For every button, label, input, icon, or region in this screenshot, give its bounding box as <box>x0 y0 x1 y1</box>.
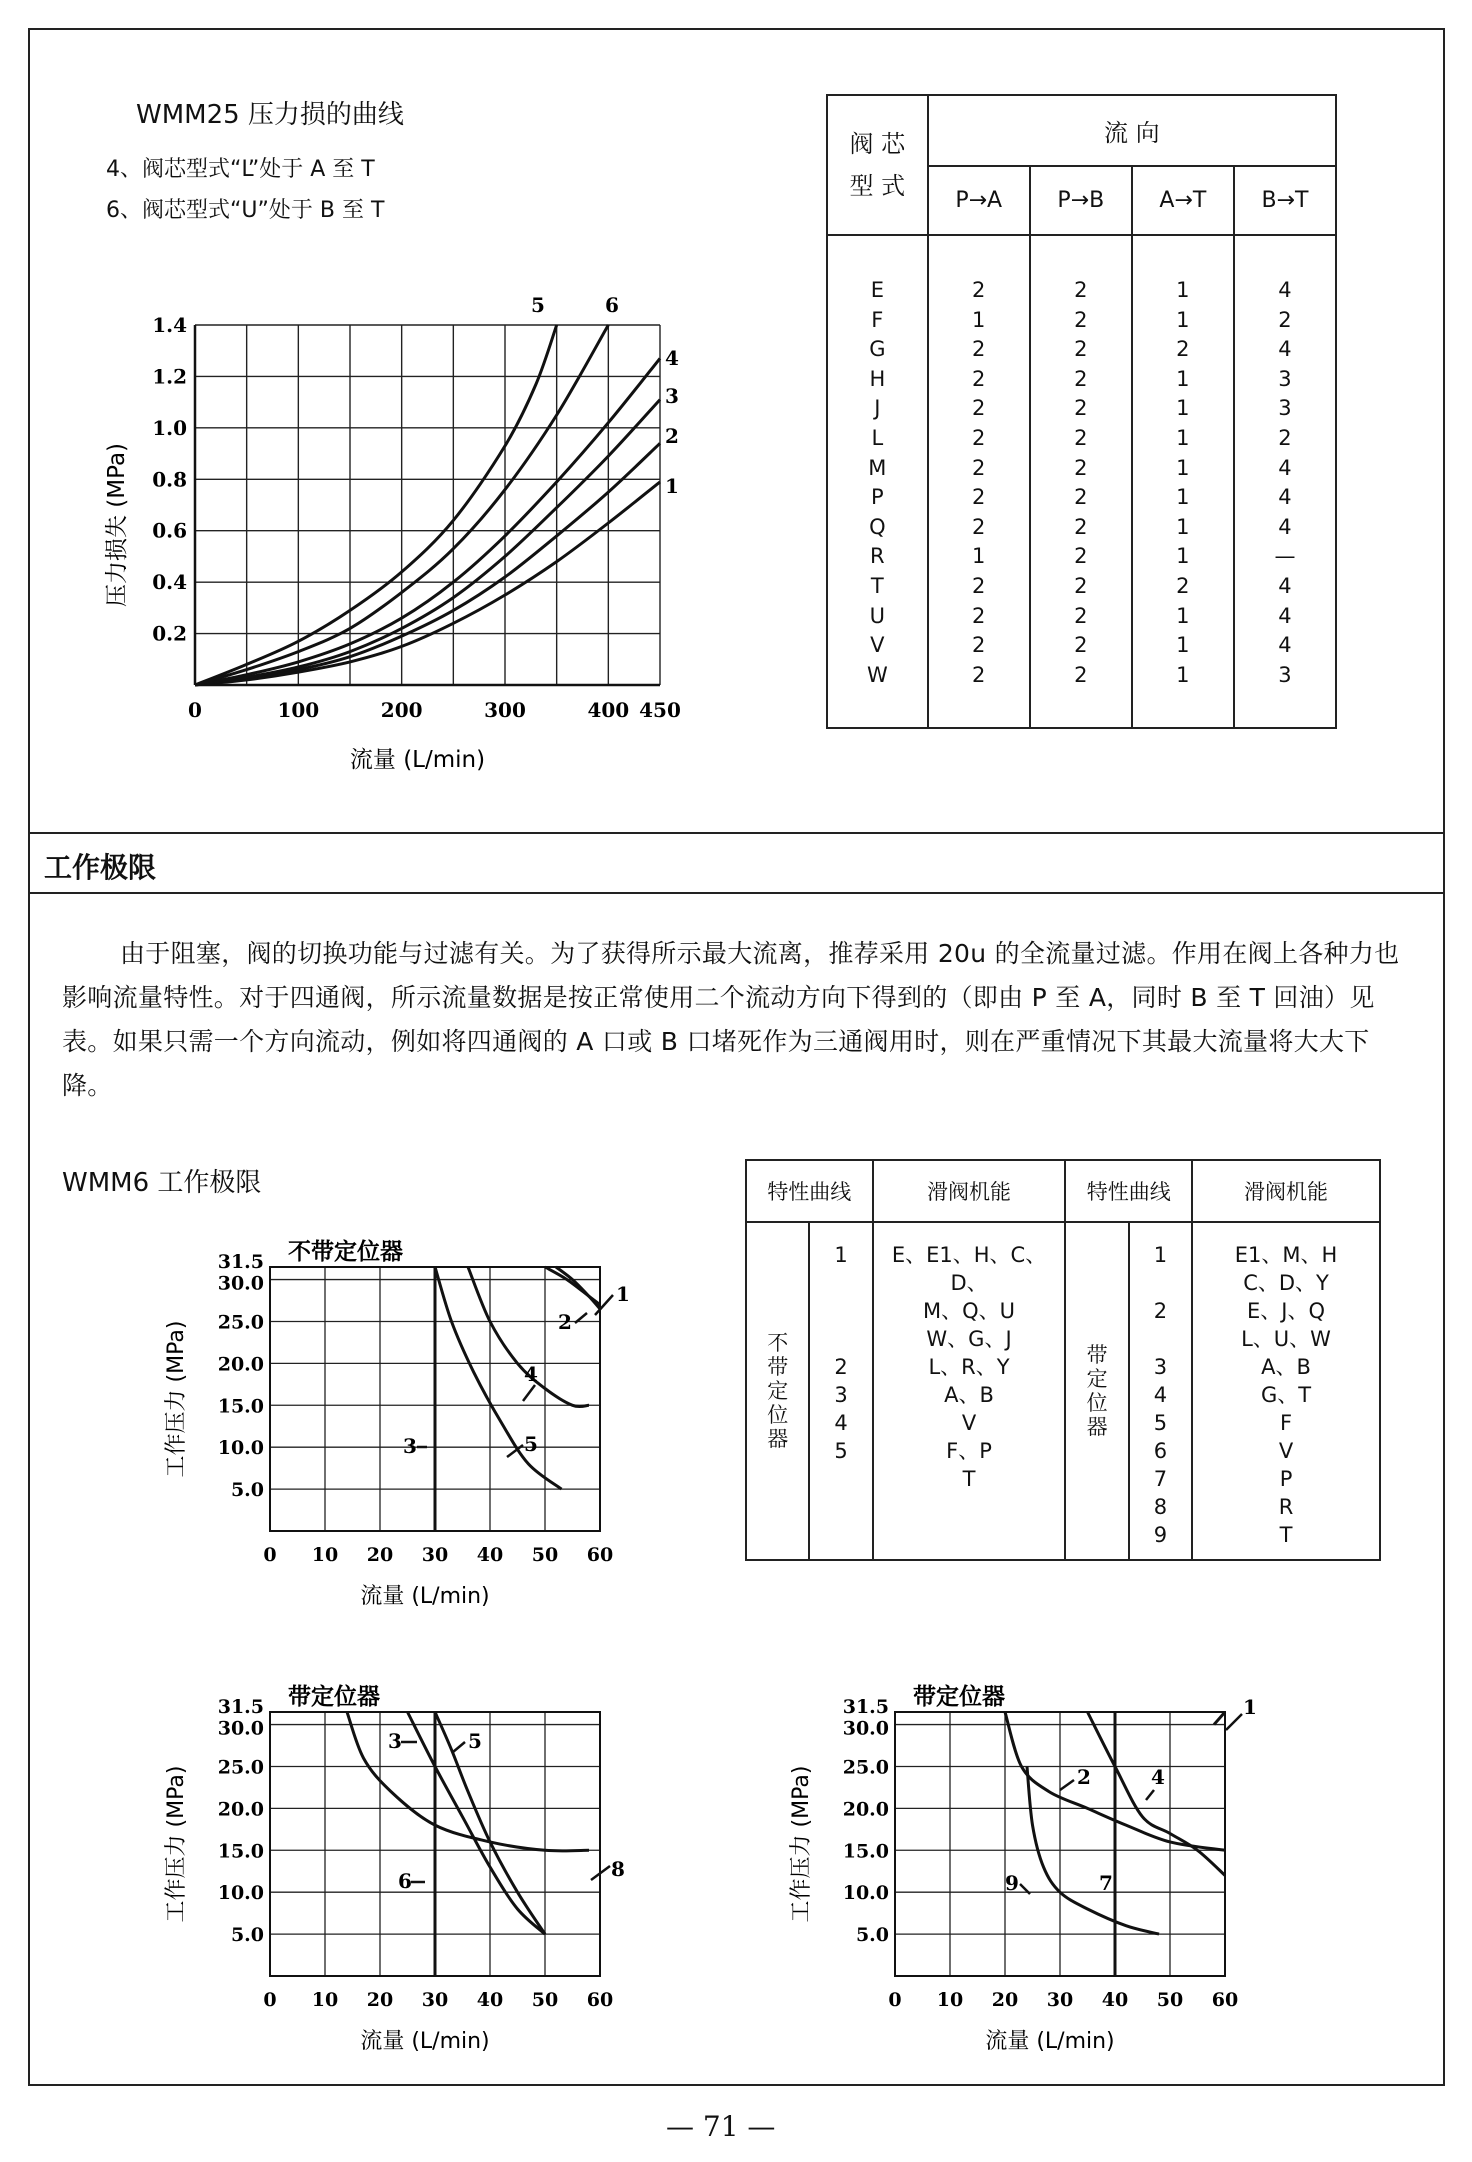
x-tick-label: 50 <box>531 1544 559 1566</box>
x-tick-label: 50 <box>531 1989 559 2011</box>
spool-type-4: J <box>874 396 881 421</box>
group-label-char: 带 <box>1086 1343 1108 1367</box>
y-tick-label: 31.5 <box>217 1696 264 1718</box>
x-tick-label: 200 <box>380 698 423 722</box>
x-tick-label: 30 <box>421 1544 449 1566</box>
value-at-13: 1 <box>1176 662 1190 687</box>
chart-grid <box>195 325 660 685</box>
x-tick-label: 40 <box>476 1989 504 2011</box>
value-pa-3: 2 <box>972 366 986 391</box>
value-bt-4: 3 <box>1278 396 1292 421</box>
series-label-2: 2 <box>1077 1765 1091 1789</box>
curve-number: 4 <box>834 1411 848 1435</box>
x-tick-label: 0 <box>263 1989 277 2011</box>
y-tick-label: 0.6 <box>152 518 187 543</box>
spool-type-11: U <box>869 603 886 628</box>
spool-function: A、B <box>944 1383 994 1407</box>
value-bt-0: 4 <box>1278 278 1292 302</box>
chart-title-wmm25: WMM25 压力损的曲线 <box>136 100 404 130</box>
curve-number: 5 <box>834 1439 848 1463</box>
y-tick-label: 0.8 <box>152 467 187 492</box>
value-at-1: 1 <box>1176 307 1190 332</box>
spool-function: C、D、Y <box>1243 1271 1329 1295</box>
spool-function: R <box>1278 1495 1294 1519</box>
group-label-char: 定 <box>1086 1367 1108 1391</box>
col-header-bt: B→T <box>1234 166 1336 235</box>
spool-type-header <box>827 95 928 235</box>
series-label-1: 1 <box>665 474 679 498</box>
value-pb-10: 2 <box>1074 573 1088 598</box>
series-label-5: 5 <box>531 293 545 317</box>
group-with-positioner <box>1065 1222 1128 1560</box>
spool-header-line1: 阀 芯 <box>849 130 906 158</box>
spool-type-8: Q <box>869 514 886 539</box>
flow-direction-table <box>826 94 1337 729</box>
y-tick-label: 5.0 <box>855 1924 889 1947</box>
leader-5 <box>453 1742 465 1752</box>
x-tick-label: 10 <box>311 1989 339 2011</box>
series-label-4: 4 <box>665 346 679 370</box>
y-axis-label: 工作压力 (MPa) <box>789 1765 814 1923</box>
y-tick-label: 10.0 <box>217 1882 264 1905</box>
group1-curves <box>809 1222 872 1560</box>
value-pb-0: 2 <box>1074 278 1088 302</box>
series-label-8: 8 <box>611 1857 625 1881</box>
spool-function: W、G、J <box>926 1327 1012 1351</box>
spool-function: F <box>1279 1411 1293 1435</box>
spool-type-12: V <box>870 633 885 658</box>
col-types <box>827 235 928 728</box>
chart-title: 带定位器 <box>913 1684 1005 1710</box>
chart-series <box>195 325 660 685</box>
y-tick-label: 31.5 <box>842 1696 889 1718</box>
y-tick-label: 1.0 <box>152 415 187 440</box>
x-tick-label: 60 <box>586 1544 614 1566</box>
col-at <box>1132 235 1234 728</box>
x-axis-label: 流量 (L/min) <box>360 2029 490 2054</box>
curve-number: 8 <box>1153 1495 1168 1519</box>
limit-h-func-1: 滑阀机能 <box>873 1160 1066 1222</box>
value-pb-5: 2 <box>1074 425 1088 450</box>
value-at-0: 1 <box>1176 278 1190 302</box>
x-tick-label: 10 <box>311 1544 339 1566</box>
divider-header <box>28 892 1445 894</box>
value-pa-6: 2 <box>972 455 986 480</box>
col-header-at: A→T <box>1132 166 1234 235</box>
x-tick-label: 30 <box>1046 1989 1074 2011</box>
value-pb-2: 2 <box>1074 337 1088 362</box>
limit-h-func-2: 滑阀机能 <box>1192 1160 1380 1222</box>
x-tick-label: 20 <box>366 1989 394 2011</box>
value-pa-13: 2 <box>972 662 986 687</box>
value-pb-9: 2 <box>1074 544 1088 569</box>
value-bt-5: 2 <box>1278 425 1292 450</box>
value-pb-1: 2 <box>1074 307 1088 332</box>
y-tick-label: 10.0 <box>842 1882 889 1905</box>
series-label-3: 3 <box>388 1729 402 1753</box>
limit-h-curve-2: 特性曲线 <box>1065 1160 1192 1222</box>
value-bt-11: 4 <box>1278 603 1292 628</box>
value-pb-4: 2 <box>1074 396 1088 421</box>
curve-number: 1 <box>834 1243 848 1267</box>
value-pa-9: 1 <box>972 544 986 569</box>
divider-top <box>28 832 1445 834</box>
y-tick-label: 20.0 <box>842 1798 889 1821</box>
value-at-9: 1 <box>1176 544 1190 569</box>
value-at-11: 1 <box>1176 603 1190 628</box>
value-at-5: 1 <box>1176 425 1190 450</box>
series-label-3: 3 <box>665 384 679 408</box>
group2-funcs <box>1192 1222 1380 1560</box>
series-label-6: 6 <box>605 293 619 317</box>
spool-function: F、P <box>946 1439 992 1463</box>
spool-function: P <box>1279 1467 1293 1491</box>
curve-number: 2 <box>834 1355 848 1379</box>
series-label-6: 6 <box>398 1869 412 1893</box>
value-pb-12: 2 <box>1074 633 1088 658</box>
spool-type-0: E <box>870 278 884 302</box>
y-tick-label: 5.0 <box>230 1479 264 1502</box>
leader-1 <box>1226 1714 1242 1730</box>
series-label-5: 5 <box>524 1432 538 1456</box>
col-bt <box>1234 235 1336 728</box>
x-axis-label: 流量 (L/min) <box>360 1584 490 1609</box>
curve-number: 4 <box>1153 1383 1168 1407</box>
spool-function: A、B <box>1261 1355 1311 1379</box>
value-bt-13: 3 <box>1278 662 1292 687</box>
group-label-char: 不 <box>767 1331 789 1355</box>
x-axis-label: 流量 (L/min) <box>985 2029 1115 2054</box>
spool-function: L、U、W <box>1241 1327 1331 1351</box>
no-positioner-chart <box>155 1235 675 1615</box>
y-tick-label: 30.0 <box>842 1717 889 1740</box>
x-tick-label: 10 <box>936 1989 964 2011</box>
limit-h-curve-1: 特性曲线 <box>746 1160 873 1222</box>
value-at-6: 1 <box>1176 455 1190 480</box>
value-pa-12: 2 <box>972 633 986 658</box>
y-tick-label: 30.0 <box>217 1717 264 1740</box>
x-axis-label: 流量 (L/min) <box>349 747 486 773</box>
spool-type-2: G <box>869 337 886 362</box>
curve-number: 7 <box>1153 1467 1168 1491</box>
value-at-7: 1 <box>1176 485 1190 510</box>
y-tick-label: 0.2 <box>152 621 187 646</box>
y-axis-label: 工作压力 (MPa) <box>164 1320 189 1478</box>
curve-number: 1 <box>1153 1243 1168 1267</box>
spool-type-9: R <box>870 544 885 569</box>
y-tick-label: 10.0 <box>217 1437 264 1460</box>
x-tick-label: 40 <box>476 1544 504 1566</box>
leader-4 <box>1146 1790 1154 1800</box>
y-tick-label: 0.4 <box>152 570 187 595</box>
spool-type-3: H <box>869 366 886 391</box>
value-pa-1: 1 <box>972 307 986 332</box>
y-tick-label: 25.0 <box>217 1756 264 1779</box>
spool-function: V <box>961 1411 977 1435</box>
spool-function: L、R、Y <box>928 1355 1010 1379</box>
spool-header-line2: 型 式 <box>849 172 906 200</box>
value-pa-2: 2 <box>972 337 986 362</box>
series-label-7: 7 <box>1099 1871 1113 1895</box>
curve-number: 2 <box>1153 1299 1168 1323</box>
value-pa-5: 2 <box>972 425 986 450</box>
spool-type-10: T <box>870 573 884 598</box>
curve-number: 3 <box>1153 1355 1168 1379</box>
x-tick-label: 300 <box>484 698 526 722</box>
value-bt-9: — <box>1274 544 1296 569</box>
y-tick-label: 1.4 <box>152 313 187 337</box>
y-tick-label: 25.0 <box>842 1756 889 1779</box>
curve-number: 3 <box>834 1383 848 1407</box>
flow-direction-header: 流 向 <box>928 95 1336 166</box>
spool-function: E、J、Q <box>1247 1299 1326 1323</box>
spool-type-6: M <box>868 455 887 480</box>
spool-type-7: P <box>871 485 884 510</box>
working-limit-table <box>745 1159 1381 1561</box>
series-line-1 <box>1214 1712 1225 1725</box>
spool-type-13: W <box>866 662 888 687</box>
x-tick-label: 100 <box>277 698 320 722</box>
value-bt-7: 4 <box>1278 485 1292 510</box>
value-pa-7: 2 <box>972 485 986 510</box>
x-tick-label: 40 <box>1101 1989 1129 2011</box>
value-at-3: 1 <box>1176 366 1190 391</box>
x-tick-label: 20 <box>366 1544 394 1566</box>
y-tick-label: 20.0 <box>217 1798 264 1821</box>
leader-2 <box>1060 1780 1074 1790</box>
page-number: — 71 — <box>666 2110 776 2143</box>
spool-function: E、E1、H、C、D、 <box>891 1243 1047 1295</box>
positioner-chart-right <box>780 1680 1300 2060</box>
col-pb <box>1030 235 1132 728</box>
x-tick-label: 60 <box>586 1989 614 2011</box>
series-line-1 <box>195 482 660 685</box>
group-label-char: 带 <box>767 1355 789 1379</box>
positioner-chart-left <box>155 1680 675 2060</box>
curve-number: 9 <box>1153 1523 1168 1547</box>
spool-function: G、T <box>1260 1383 1312 1407</box>
value-bt-12: 4 <box>1278 633 1292 658</box>
x-tick-label: 60 <box>1211 1989 1239 2011</box>
pressure-loss-chart <box>70 285 710 805</box>
group-label-char: 定 <box>767 1379 789 1403</box>
value-pa-11: 2 <box>972 603 986 628</box>
y-tick-label: 15.0 <box>217 1395 264 1418</box>
group-label-char: 位 <box>767 1403 789 1427</box>
x-tick-label: 0 <box>263 1544 277 1566</box>
value-at-12: 1 <box>1176 633 1190 658</box>
value-bt-2: 4 <box>1278 337 1292 362</box>
value-bt-8: 4 <box>1278 514 1292 539</box>
curve-number: 5 <box>1153 1411 1168 1435</box>
y-tick-label: 30.0 <box>217 1272 264 1295</box>
series-label-4: 4 <box>524 1362 538 1386</box>
col-header-pa: P→A <box>928 166 1030 235</box>
value-pa-0: 2 <box>972 278 986 302</box>
spool-function: M、Q、U <box>923 1299 1016 1323</box>
spool-function: E1、M、H <box>1234 1243 1338 1267</box>
value-at-4: 1 <box>1176 396 1190 421</box>
value-pa-8: 2 <box>972 514 986 539</box>
series-line-5 <box>435 1267 562 1489</box>
group2-curves <box>1129 1222 1192 1560</box>
x-tick-label: 400 <box>587 698 630 722</box>
spool-function: T <box>1279 1523 1293 1547</box>
value-pb-6: 2 <box>1074 455 1088 480</box>
spool-function: V <box>1278 1439 1294 1463</box>
series-label-1: 1 <box>1243 1695 1257 1719</box>
y-tick-label: 15.0 <box>217 1840 264 1863</box>
spool-type-1: F <box>871 307 884 332</box>
value-pb-13: 2 <box>1074 662 1088 687</box>
y-tick-label: 31.5 <box>217 1251 264 1273</box>
value-pb-11: 2 <box>1074 603 1088 628</box>
value-at-10: 2 <box>1176 573 1190 598</box>
value-bt-3: 3 <box>1278 366 1292 391</box>
series-label-4: 4 <box>1151 1765 1165 1789</box>
wmm6-title: WMM6 工作极限 <box>62 1168 262 1198</box>
value-bt-1: 2 <box>1278 307 1292 332</box>
y-axis-label: 压力损失 (MPa) <box>104 442 130 608</box>
x-tick-label: 0 <box>888 1989 902 2011</box>
col-pa <box>928 235 1030 728</box>
value-pa-10: 2 <box>972 573 986 598</box>
note-line-2: 6、阀芯型式“U”处于 B 至 T <box>106 198 385 223</box>
y-tick-label: 15.0 <box>842 1840 889 1863</box>
chart-title: 不带定位器 <box>288 1239 403 1265</box>
series-label-2: 2 <box>665 424 679 448</box>
y-tick-label: 20.0 <box>217 1353 264 1376</box>
y-tick-label: 1.2 <box>152 364 187 389</box>
value-pb-8: 2 <box>1074 514 1088 539</box>
series-label-1: 1 <box>616 1282 630 1306</box>
x-tick-label: 450 <box>639 698 681 722</box>
section-paragraph: 由于阻塞，阀的切换功能与过滤有关。为了获得所示最大流离，推荐采用 20u 的全流量过滤。作用在阀上各种力也影响流量特性。对于四通阀，所示流量数据是按正常使用二个流动方向下得到的（即由 P 至 A，同时 B 至 T 回油）见表。如果只需一个方向流动，例如将四通阀的 A 口或 B 口堵死作为三通阀用时，则在严重情况下其最大流量将大大下降。 <box>62 939 1400 1100</box>
col-header-pb: P→B <box>1030 166 1132 235</box>
series-label-3: 3 <box>403 1434 417 1458</box>
value-pa-4: 2 <box>972 396 986 421</box>
curve-number: 6 <box>1153 1439 1168 1463</box>
group1-funcs <box>873 1222 1066 1560</box>
y-tick-label: 5.0 <box>230 1924 264 1947</box>
y-tick-label: 25.0 <box>217 1311 264 1334</box>
value-bt-6: 4 <box>1278 455 1292 480</box>
leader-4 <box>523 1385 535 1401</box>
series-label-9: 9 <box>1005 1871 1019 1895</box>
group-label-char: 器 <box>767 1427 789 1451</box>
note-line-1: 4、阀芯型式“L”处于 A 至 T <box>106 157 375 182</box>
value-pb-7: 2 <box>1074 485 1088 510</box>
group-label-char: 器 <box>1086 1415 1108 1439</box>
x-tick-label: 0 <box>188 698 202 722</box>
group-no-positioner <box>746 1222 809 1560</box>
value-at-2: 2 <box>1176 337 1190 362</box>
x-tick-label: 30 <box>421 1989 449 2011</box>
x-tick-label: 50 <box>1156 1989 1184 2011</box>
section-title: 工作极限 <box>44 851 157 884</box>
group-label-char: 位 <box>1086 1391 1108 1415</box>
series-label-2: 2 <box>558 1310 572 1334</box>
value-pb-3: 2 <box>1074 366 1088 391</box>
y-axis-label: 工作压力 (MPa) <box>164 1765 189 1923</box>
spool-function: T <box>962 1467 976 1491</box>
value-at-8: 1 <box>1176 514 1190 539</box>
series-label-5: 5 <box>468 1729 482 1753</box>
value-bt-10: 4 <box>1278 573 1292 598</box>
x-tick-label: 20 <box>991 1989 1019 2011</box>
spool-type-5: L <box>871 425 884 450</box>
chart-title: 带定位器 <box>288 1684 380 1710</box>
